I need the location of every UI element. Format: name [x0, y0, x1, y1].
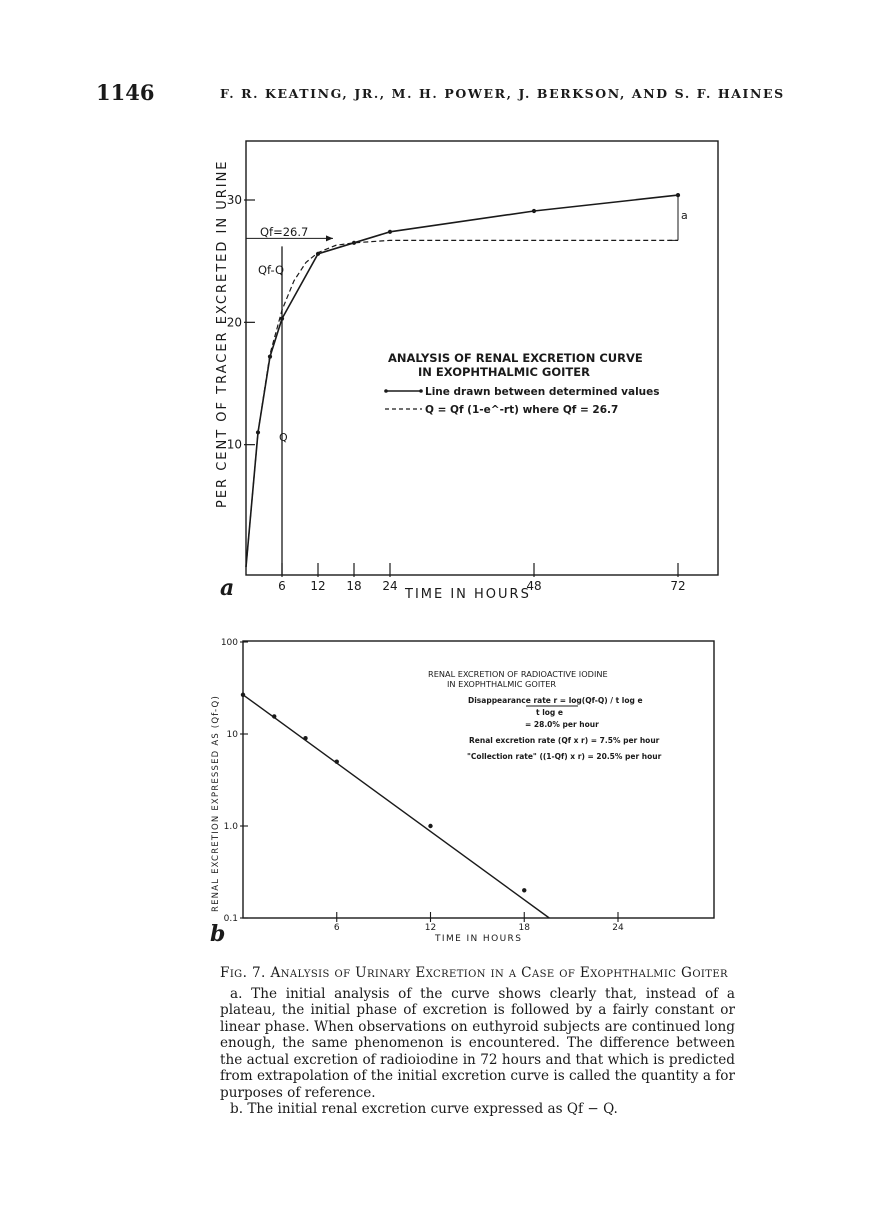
plot-a-ylabel: PER CENT OF TRACER EXCRETED IN URINE — [215, 159, 230, 508]
caption-title: Fig. 7. Analysis of Urinary Excretion in a Case of Exophthalmic Goiter — [220, 965, 728, 981]
legend-solid-text: Line drawn between determined values — [425, 386, 660, 398]
plot-a-panel-label: a — [220, 575, 235, 601]
plot-b-ylabel: RENAL EXCRETION EXPRESSED AS (Qf-Q) — [211, 695, 221, 912]
y-tick-label-b: 0.1 — [223, 914, 238, 924]
plot-a-subtitle: IN EXOPHTHALMIC GOITER — [418, 365, 590, 379]
x-tick-label-b: 12 — [424, 923, 437, 933]
caption-para-b: b. The initial renal excretion curve expressed as Qf − Q. — [230, 1101, 618, 1117]
plot-b-note-3: Renal excretion rate (Qf x r) = 7.5% per hour — [469, 736, 660, 745]
x-tick-label-a: 48 — [526, 579, 542, 593]
page-number: 1146 — [96, 80, 155, 105]
fit-line-b — [243, 695, 549, 918]
caption-para-a: a. The initial analysis of the curve shows clearly that, instead of a plateau, the initial phase of excretion is followed by a fairly constant or linear phase. When observations on euthyroid subjects are continued long enough, the same phenomenon is encountered. The difference between the actual excretion of radioiodine in 72 hours and that which is predicted from extrapolation of the initial excretion curve is called the quantity a for purposes of reference. — [220, 985, 735, 1101]
data-point-b — [428, 824, 432, 828]
plot-b-subtitle: IN EXOPHTHALMIC GOITER — [447, 679, 557, 689]
data-point-b — [241, 693, 245, 697]
data-point-b — [522, 888, 526, 892]
data-point-b — [272, 714, 276, 718]
plot-b-note-4: "Collection rate" ((1-Qf) x r) = 20.5% per hour — [467, 752, 662, 761]
legend-dashed-text: Q = Qf (1-e^-rt) where Qf = 26.7 — [425, 404, 619, 416]
x-tick-label-a: 24 — [382, 579, 398, 593]
plot-b-panel-label: b — [210, 921, 226, 947]
y-tick-label-b: 100 — [220, 638, 238, 648]
x-tick-label-a: 18 — [346, 579, 362, 593]
x-tick-label-a: 12 — [310, 579, 326, 593]
plot-b-title: RENAL EXCRETION OF RADIOACTIVE IODINE — [428, 669, 608, 679]
data-point-b — [303, 736, 307, 740]
running-head: F. R. KEATING, JR., M. H. POWER, J. BERKSON, AND S. F. HAINES — [220, 86, 785, 101]
plot-a-title: ANALYSIS OF RENAL EXCRETION CURVE — [388, 351, 643, 365]
x-tick-label-b: 24 — [612, 923, 624, 933]
plot-b-xlabel: TIME IN HOURS — [435, 934, 523, 944]
x-tick-label-a: 72 — [670, 579, 686, 593]
plot-b-note-2: = 28.0% per hour — [525, 720, 599, 729]
annot-qf: Qf=26.7 — [260, 225, 309, 239]
x-tick-label-b: 18 — [518, 923, 530, 933]
fraction-denominator: t log e — [536, 708, 563, 717]
x-tick-label-a: 6 — [278, 579, 286, 593]
plot-b-note-1: Disappearance rate r = log(Qf-Q) / t log e — [468, 696, 643, 705]
x-tick-label-b: 6 — [333, 923, 340, 933]
plot-a-xlabel: TIME IN HOURS — [405, 587, 531, 602]
annot-qf-minus-q: Qf-Q — [258, 263, 285, 277]
annot-q: Q — [279, 431, 288, 444]
y-tick-label-b: 1.0 — [223, 822, 238, 832]
plot-b-series — [241, 693, 549, 918]
y-tick-label-b: 10 — [226, 730, 238, 740]
y-tick-label-a: 30 — [226, 193, 242, 207]
y-tick-label-a: 20 — [226, 315, 242, 330]
plot-b-axes — [221, 638, 624, 933]
data-point-b — [335, 759, 339, 763]
annot-a: a — [681, 209, 688, 222]
figure-caption — [220, 965, 735, 1118]
y-tick-label-a: 10 — [226, 437, 242, 452]
